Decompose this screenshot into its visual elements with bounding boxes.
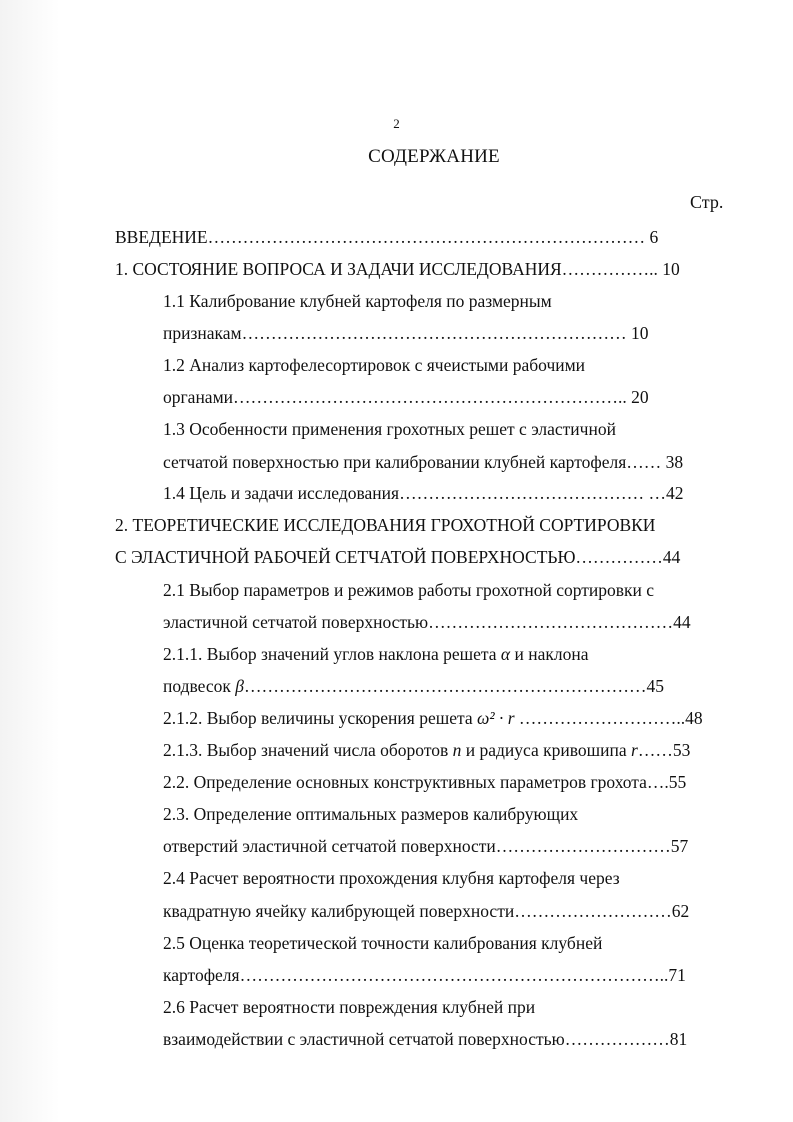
alpha-symbol: α (500, 644, 511, 664)
toc-entry-2-4-line1: 2.4 Расчет вероятности прохождения клубня картофеля через (163, 868, 620, 888)
page-column-label: Стр. (690, 192, 724, 212)
toc-text: 2.1.1. Выбор значений углов наклона решета (163, 644, 501, 664)
toc-entry-1-2-line1: 1.2 Анализ картофелесортировок с ячеистыми рабочими (163, 355, 586, 375)
toc-entry-section-2-line2: С ЭЛАСТИЧНОЙ РАБОЧЕЙ СЕТЧАТОЙ ПОВЕРХНОСТЬЮ……………44 (115, 547, 681, 567)
page-title: СОДЕРЖАНИЕ (368, 146, 500, 167)
toc-entry-1-3-line2: сетчатой поверхностью при калибровании клубней картофеля…… 38 (163, 452, 684, 472)
toc-entry-2-3-line1: 2.3. Определение оптимальных размеров калибрующих (163, 804, 579, 824)
toc-text: ……………………………………………………………45 (244, 676, 664, 696)
toc-entry-2-1-1-line2 (163, 675, 664, 697)
beta-symbol: β (235, 676, 244, 696)
toc-entry-2-6-line1: 2.6 Расчет вероятности повреждения клубней при (163, 997, 536, 1017)
toc-entry-2-1-1-line1 (163, 643, 588, 665)
toc-entry-1-3-line1: 1.3 Особенности применения грохотных решет с эластичной (163, 419, 616, 439)
toc-entry-2-1-2 (163, 707, 703, 729)
toc-text: ………………………..48 (514, 708, 703, 728)
toc-entry-2-2: 2.2. Определение основных конструктивных параметров грохота….55 (163, 772, 687, 792)
toc-entry-2-5-line1: 2.5 Оценка теоретической точности калибрования клубней (163, 933, 603, 953)
page-edge-shadow (0, 0, 60, 1122)
toc-entry-intro: ВВЕДЕНИЕ………………………………………………………………… 6 (115, 227, 659, 247)
toc-entry-2-1-3 (163, 739, 690, 761)
toc-entry-2-1-line1: 2.1 Выбор параметров и режимов работы грохотной сортировки с (163, 580, 655, 600)
page-number: 2 (393, 116, 400, 131)
toc-text: подвесок (163, 676, 236, 696)
toc-entry-section-1: 1. СОСТОЯНИЕ ВОПРОСА И ЗАДАЧИ ИССЛЕДОВАНИЯ…………….. 10 (115, 259, 680, 279)
toc-entry-2-6-line2: взаимодействии с эластичной сетчатой поверхностью………………81 (163, 1029, 688, 1049)
toc-entry-1-1-line1: 1.1 Калибрование клубней картофеля по размерным (163, 291, 552, 311)
toc-entry-2-1-line2: эластичной сетчатой поверхностью……………………………………44 (163, 612, 691, 632)
toc-text: и наклона (510, 644, 589, 664)
toc-entry-section-2-line1: 2. ТЕОРЕТИЧЕСКИЕ ИССЛЕДОВАНИЯ ГРОХОТНОЙ СОРТИРОВКИ (115, 515, 656, 535)
toc-entry-2-3-line2: отверстий эластичной сетчатой поверхности…………………………57 (163, 836, 689, 856)
toc-text: и радиуса кривошипа (461, 740, 632, 760)
toc-entry-2-4-line2: квадратную ячейку калибрующей поверхности………………………62 (163, 901, 690, 921)
toc-text: 2.1.2. Выбор величины ускорения решета (163, 708, 477, 728)
toc-entry-2-5-line2: картофеля………………………………………………………………..71 (163, 965, 686, 985)
r-symbol: r (631, 740, 638, 760)
toc-entry-1-4: 1.4 Цель и задачи исследования…………………………………… …42 (163, 483, 684, 503)
toc-text: 2.1.3. Выбор значений числа оборотов (163, 740, 453, 760)
toc-entry-1-2-line2: органами………………………………………………………….. 20 (163, 387, 649, 407)
n-symbol: n (452, 740, 462, 760)
toc-text: ……53 (637, 740, 691, 760)
toc-entry-1-1-line2: признакам………………………………………………………… 10 (163, 323, 649, 343)
acceleration-formula: ω² · r (476, 708, 515, 728)
